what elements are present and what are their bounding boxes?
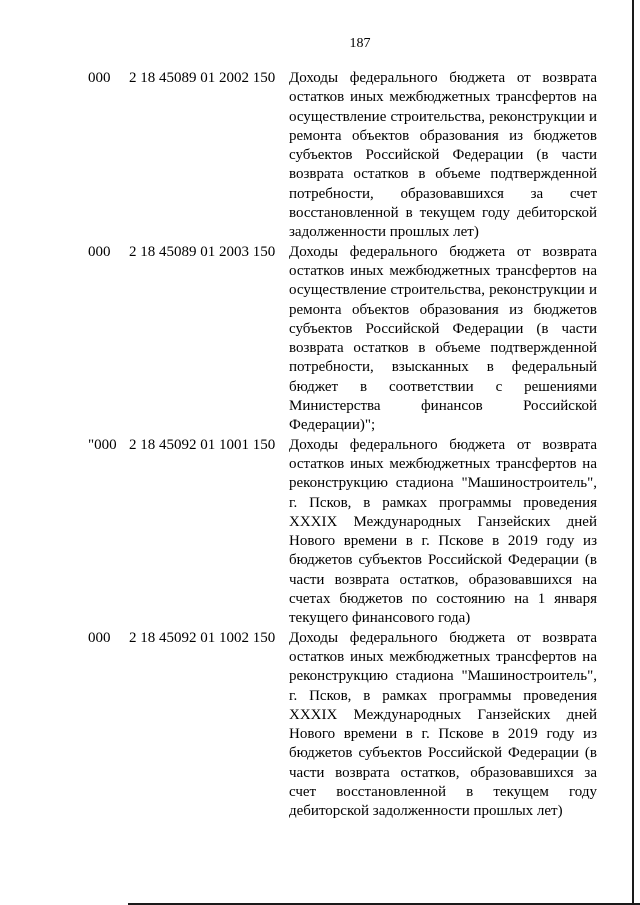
classification-table — [0, 69, 640, 822]
description-line: Доходы федерального бюджета от возврата — [289, 436, 597, 453]
description-line: Министерства финансов Российской — [289, 398, 597, 415]
description-line: бюджетов субъектов Российской Федерации (в — [289, 552, 597, 569]
table-row — [0, 436, 640, 629]
description-line: субъектов Российской Федерации (в части — [289, 320, 597, 337]
page-number: 187 — [349, 36, 371, 51]
description-line: остатков иных межбюджетных трансфертов на — [289, 455, 597, 472]
description-line: Доходы федерального бюджета от возврата — [289, 243, 597, 260]
description-line: остатков иных межбюджетных трансфертов на — [289, 262, 597, 279]
description-line: Доходы федерального бюджета от возврата — [289, 70, 597, 86]
description-line: XXXIX Международных Ганзейских дней — [289, 706, 597, 723]
description-line: потребности, взысканных в федеральный — [289, 359, 597, 376]
revenue-description — [289, 69, 597, 243]
description-line: ремонта объектов образования из бюджетов — [289, 127, 597, 144]
description-line: восстановленной в текущем году дебиторской — [289, 205, 597, 222]
description-line: Доходы федерального бюджета от возврата — [289, 629, 597, 646]
description-line: возврата остатков в объеме подтвержденной — [289, 340, 597, 357]
admin-code: 000 — [88, 70, 111, 86]
description-line: остатков иных межбюджетных трансфертов на — [289, 89, 597, 106]
description-line: XXXIX Международных Ганзейских дней — [289, 513, 597, 530]
description-line: части возврата остатков, образовавшихся за — [289, 764, 597, 781]
description-line: части возврата остатков, образовавшихся на — [289, 571, 597, 588]
description-line: счет восстановленной в текущем году — [289, 783, 597, 800]
description-line: Нового времени в г. Пскове в 2019 году из — [289, 726, 597, 743]
description-line: Нового времени в г. Пскове в 2019 году из — [289, 533, 597, 550]
description-line: г. Псков, в рамках программы проведения — [289, 687, 597, 704]
description-line: реконструкцию стадиона "Машиностроитель", — [289, 668, 597, 685]
description-line: остатков иных межбюджетных трансфертов на — [289, 648, 597, 665]
budget-classification-code: 2 18 45092 01 1001 150 — [129, 436, 276, 453]
description-line: ремонта объектов образования из бюджетов — [289, 301, 597, 318]
budget-classification-code: 2 18 45089 01 2002 150 — [129, 70, 276, 86]
revenue-description — [289, 436, 597, 629]
description-line: субъектов Российской Федерации (в части — [289, 147, 597, 164]
budget-classification-code: 2 18 45092 01 1002 150 — [129, 629, 276, 646]
description-line: г. Псков, в рамках программы проведения — [289, 494, 597, 511]
admin-code: 000 — [88, 243, 111, 260]
table-row — [0, 69, 640, 243]
revenue-description — [289, 629, 597, 822]
description-line: счетах бюджетов по состоянию на 1 января — [289, 591, 597, 608]
description-line: осуществление строительства, реконструкции и — [289, 108, 597, 125]
table-row — [0, 243, 640, 436]
description-line: осуществление строительства, реконструкции и — [289, 282, 597, 299]
description-line: текущего финансового года) — [289, 610, 471, 627]
description-line: возврата остатков в объеме подтвержденной — [289, 166, 597, 183]
admin-code: "000 — [88, 436, 117, 453]
table-row — [0, 629, 640, 822]
revenue-description — [289, 243, 597, 436]
description-line: дебиторской задолженности прошлых лет) — [289, 803, 563, 820]
description-line: Федерации)"; — [289, 417, 376, 434]
budget-classification-code: 2 18 45089 01 2003 150 — [129, 243, 276, 260]
description-line: задолженности прошлых лет) — [289, 224, 479, 241]
description-line: бюджет в соответствии с решениями — [289, 378, 597, 395]
description-line: бюджетов субъектов Российской Федерации (в — [289, 745, 597, 762]
description-line: потребности, образовавшихся за счет — [289, 185, 597, 202]
admin-code: 000 — [88, 629, 111, 646]
description-line: реконструкцию стадиона "Машиностроитель", — [289, 475, 597, 492]
